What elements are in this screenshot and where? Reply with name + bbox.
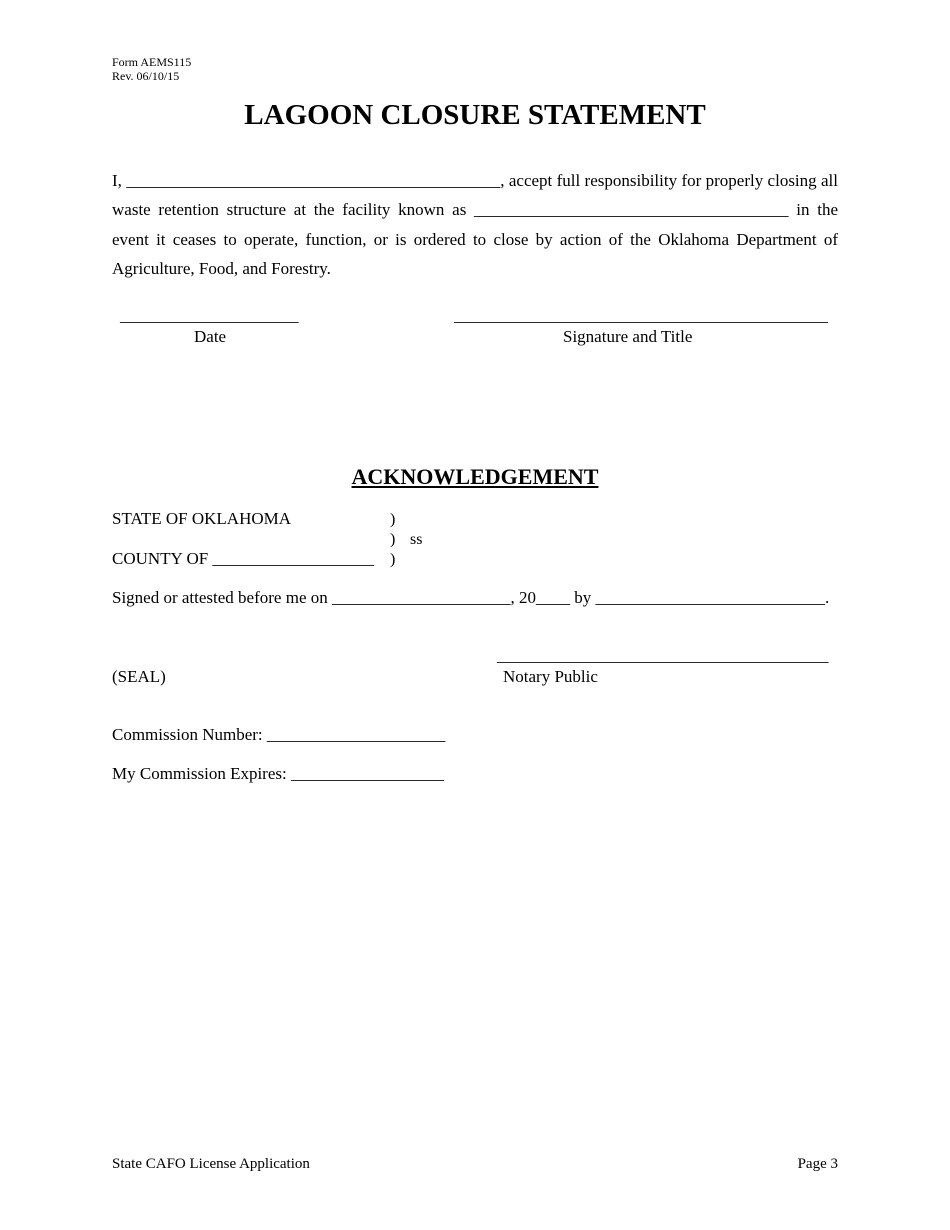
footer-document-name: State CAFO License Application: [112, 1156, 310, 1172]
acknowledgement-title: ACKNOWLEDGEMENT: [351, 464, 599, 489]
notary-signature-line: _______________________________________: [497, 646, 829, 665]
notary-public-label: Notary Public: [503, 667, 598, 686]
venue-paren-1: ): [390, 511, 396, 528]
county-field: COUNTY OF ___________________: [112, 549, 374, 568]
statement-paragraph: [112, 166, 838, 283]
form-id: Form AEMS115: [112, 55, 192, 69]
form-revision: Rev. 06/10/15: [112, 69, 180, 83]
signed-attested-line: Signed or attested before me on _____________________, 20____ by ___________________________.: [112, 588, 830, 607]
commission-expires-field: My Commission Expires: __________________: [112, 764, 444, 783]
seal-label: (SEAL): [112, 667, 166, 686]
date-line: _____________________: [120, 306, 299, 325]
venue-paren-3: ): [390, 551, 396, 568]
venue-paren-2: ): [390, 531, 396, 548]
signature-line: ____________________________________________: [454, 306, 828, 325]
page-title: LAGOON CLOSURE STATEMENT: [244, 99, 706, 131]
signature-title-label: Signature and Title: [563, 327, 693, 346]
ss-label: ss: [410, 531, 423, 548]
date-label: Date: [194, 327, 227, 346]
footer-page-number: Page 3: [797, 1156, 838, 1172]
state-label: STATE OF OKLAHOMA: [112, 509, 292, 528]
commission-number-field: Commission Number: _____________________: [112, 725, 446, 744]
statement-text: I, ____________________________________________, accept full responsibility for properly closing all waste retention structure at the facility known as _____________________________________ in the event it ceases to operate, function, or is ordered to close by action of the Oklahoma Department of Agriculture, Food, and Forestry.: [112, 171, 838, 278]
